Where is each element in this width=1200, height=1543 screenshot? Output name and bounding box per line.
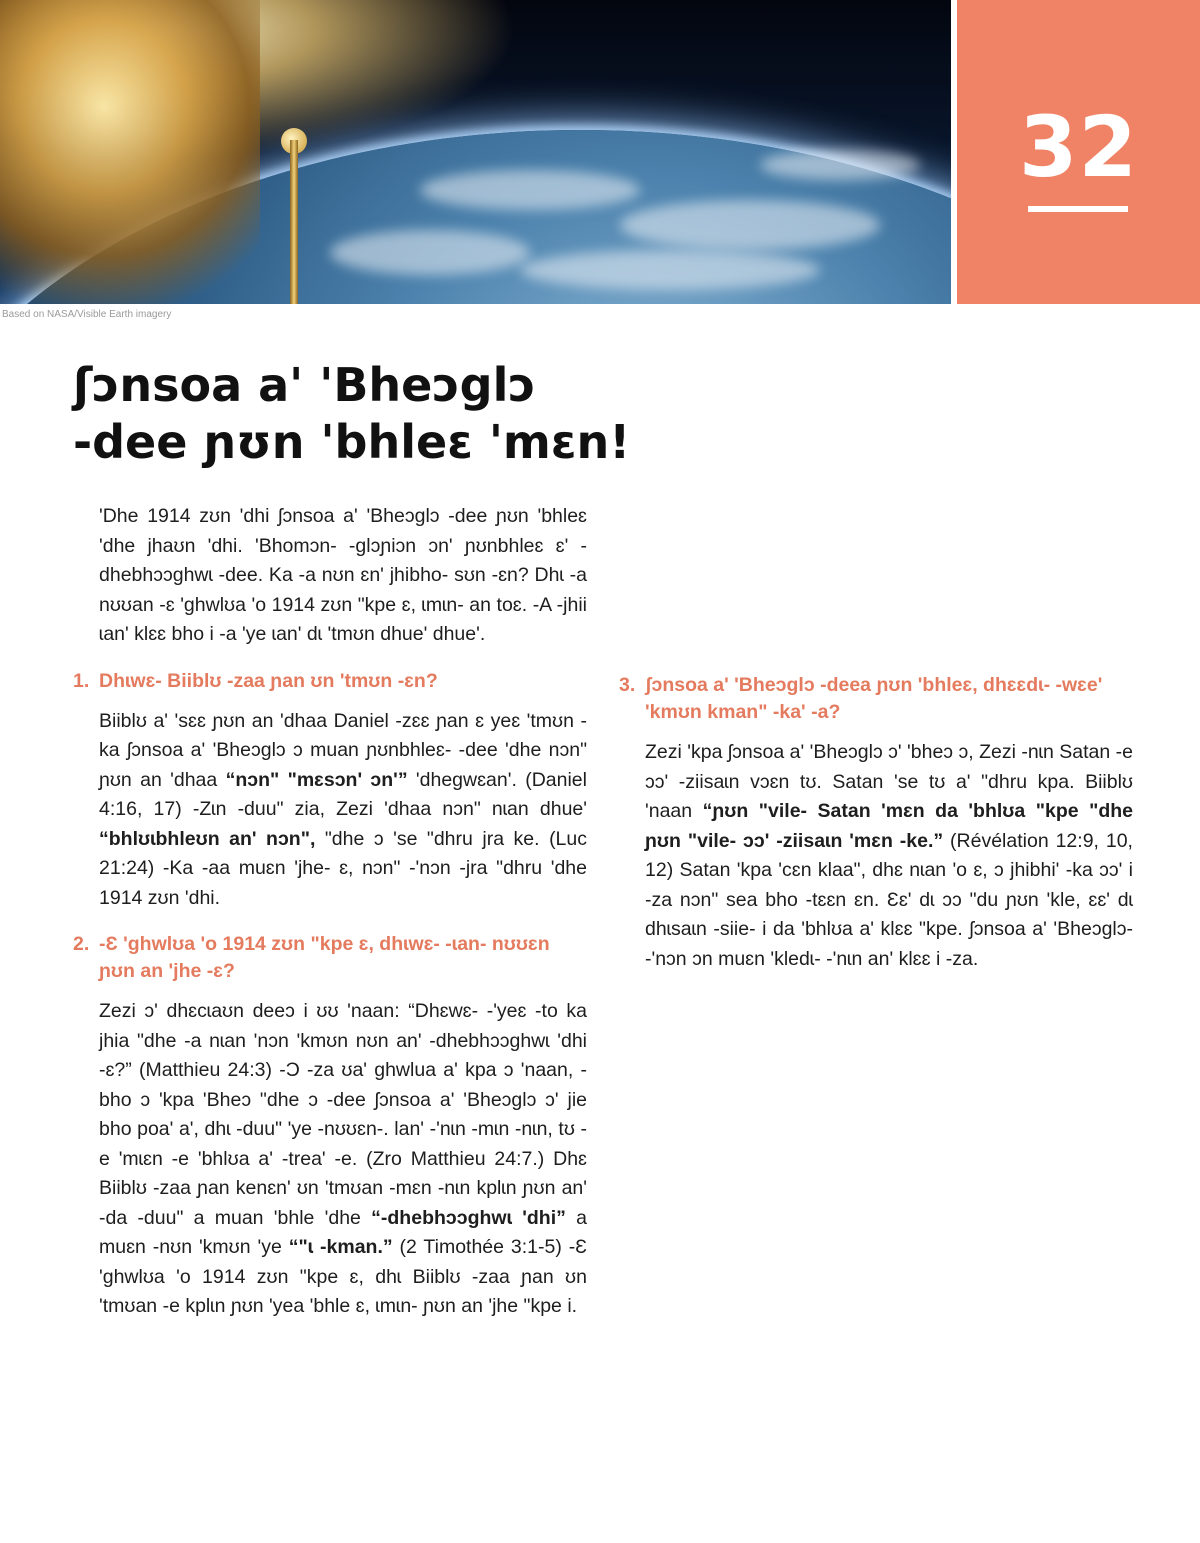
- answer-text: "dhe ɔ 'se "dhru jra ke. (Luc 21:24) -Ka -aa muɛn 'jhe- ɛ, nɔn" -'nɔn -jra "dhru 'dhe 1914 zʊn 'dhi.: [99, 827, 587, 909]
- answer-text: Biiblʊ a' 'sɛɛ ɲʊn an 'dhaa Daniel -zɛɛ ɲan ɛ yeɛ 'tmʊn -ka ʃɔnsoa a' 'Bheɔglɔ ɔ muan ɲʊnbhleɛ- -dee 'dhe nɔn" ɲʊn an 'dhaa: [99, 709, 587, 791]
- image-credit: Based on NASA/Visible Earth imagery: [2, 309, 172, 320]
- answer-3: [619, 738, 1133, 974]
- question-2: [73, 931, 587, 985]
- question-number: 2.: [73, 933, 90, 955]
- lesson-number-box: [957, 0, 1200, 304]
- answer-text: (Révélation 12:9, 10, 12) Satan 'kpa 'cɛn klaa", dhɛ nɩan 'o ɛ, ɔ jhibhi' -ka ɔɔ' i -za nɔn" sea bho -tɛɛn ɛn. Ɛɛ' dɩ ɔɔ "du ɲʊn 'kle, ɛɛ' dɩ dhɩsaɩn -siie- i da 'bhlʊa a' klɛɛ "kpe. ʃɔnsoa a' 'Bheɔglɔ- -'nɔn ɔn muɛn 'kledɩ- -'nɩn an' klɛɛ i -za.: [645, 829, 1133, 970]
- answer-text: (2 Timothée 3:1-5) -Ɛ 'ghwlʊa 'o 1914 zʊn "kpe ɛ, dhɩ Biiblʊ -zaa ɲan ʊn 'tmʊan -e kplɩn ɲʊn 'yea 'bhle ɛ, ɩmɩn- ɲʊn an 'jhe "kpe i.: [99, 1236, 588, 1317]
- right-column: [619, 502, 1133, 974]
- scepter: [290, 140, 298, 304]
- bold-quote: “-dhebhɔɔghwɩ 'dhi”: [371, 1206, 566, 1229]
- intro-paragraph: 'Dhe 1914 zʊn 'dhi ʃɔnsoa a' 'Bheɔglɔ -dee ɲʊn 'bhleɛ 'dhe jhaʊn 'dhi. 'Bhomɔn- -glɔɲiɔn ɔn' ɲʊnbhleɛ ɛ' -dhebhɔɔghwɩ -dee. Ka -a nʊn ɛn' jhibho- sʊn -ɛn? Dhɩ -a nʊʊan -ɛ 'ghwlʊa 'o 1914 zʊn "kpe ɛ, ɩmɩn- an toɛ. -A -jhii ɩan' klɛɛ bho i -a 'ye ɩan' dɩ 'tmʊn dhue' dhue'.: [99, 505, 587, 645]
- answer-text: a muɛn -nʊn 'kmʊn 'ye: [99, 1206, 587, 1258]
- page-title: [73, 357, 973, 471]
- bold-quote: “bhlʊɩbhleʊn an' nɔn",: [99, 827, 316, 850]
- answer-text: Zezi 'kpa ʃɔnsoa a' 'Bheɔglɔ ɔ' 'bheɔ ɔ, Zezi -nɩn Satan -e ɔɔ' -ziisaɩn vɔɛn tʊ. Satan 'se tʊ a' "dhru kpa. Biiblʊ 'naan: [645, 741, 1133, 822]
- number-underline: [1028, 206, 1128, 212]
- answer-text: Zezi ɔ' dhɛcɩaʊn deeɔ i ʊʊ 'naan: “Dhɛwɛ- -'yeɛ -to ka jhia "dhe -a nɩan 'nɔn 'kmʊn nʊn an' -dhebhɔɔghwɩ 'dhi -ɛ?” (Matthieu 24:3) -Ɔ -za ʊa' ghwlua a' kpa ɔ 'naan, -bho ɔ 'kpa 'Bheɔ "dhe ɔ -dee ʃɔnsoa a' 'Bheɔglɔ ɔ' jie bho poa' a', dhɩ -duu" 'ye -nʊʊɛn-. Ɩan' -'nɩn -mɩn -nɩn, tʊ -e 'mɩɛn -e 'bhlʊa a' -trea' -e. (Zro Matthieu 24:7.) Dhɛ Biiblʊ -zaa ɲan kenɛn' ʊn 'tmʊan -mɛn -nɩn kplɩn ɲʊn an' -da -duu" a muan 'bhle 'dhe: [99, 1000, 587, 1229]
- bold-quote: “"ɩ -kman.”: [288, 1236, 393, 1258]
- king-figure: [0, 0, 260, 304]
- lesson-number: 32: [1019, 98, 1138, 196]
- question-number: 1.: [73, 669, 90, 692]
- left-column: [73, 502, 587, 1322]
- answer-2: [73, 997, 587, 1322]
- bold-quote: “nɔn" "mɛsɔn' ɔn'”: [225, 768, 408, 791]
- bold-quote: “ɲʊn "vile- Satan 'mɛn da 'bhlʊa "kpe "dhe ɲʊn "vile- ɔɔ' -ziisaɩn 'mɛn -ke.”: [645, 800, 1133, 852]
- question-1: [73, 668, 587, 695]
- title-line-2: -dee ɲʊn 'bhleɛ 'mɛn!: [73, 415, 631, 469]
- header-image: [0, 0, 951, 304]
- question-text: Dhɩwɛ- Biiblʊ -zaa ɲan ʊn 'tmʊn -ɛn?: [99, 669, 438, 692]
- question-3: [619, 672, 1133, 726]
- title-line-1: ʃɔnsoa a' 'Bheɔglɔ: [73, 358, 536, 412]
- question-number: 3.: [619, 674, 636, 696]
- answer-1: [73, 707, 587, 914]
- question-text: ʃɔnsoa a' 'Bheɔglɔ -deea ɲʊn 'bhleɛ, dhɛɛdɩ- -wɛe' 'kmʊn kman" -ka' -a?: [645, 674, 1103, 723]
- question-text: -Ɛ 'ghwlʊa 'o 1914 zʊn "kpe ɛ, dhɩwɛ- -ɩan- nʊʊɛn ɲʊn an 'jhe -ɛ?: [99, 933, 550, 982]
- answer-text: 'dhegwɛan'. (Daniel 4:16, 17) -Zɩn -duu" zia, Zezi 'dhaa nɔn" nɩan dhue': [99, 768, 587, 820]
